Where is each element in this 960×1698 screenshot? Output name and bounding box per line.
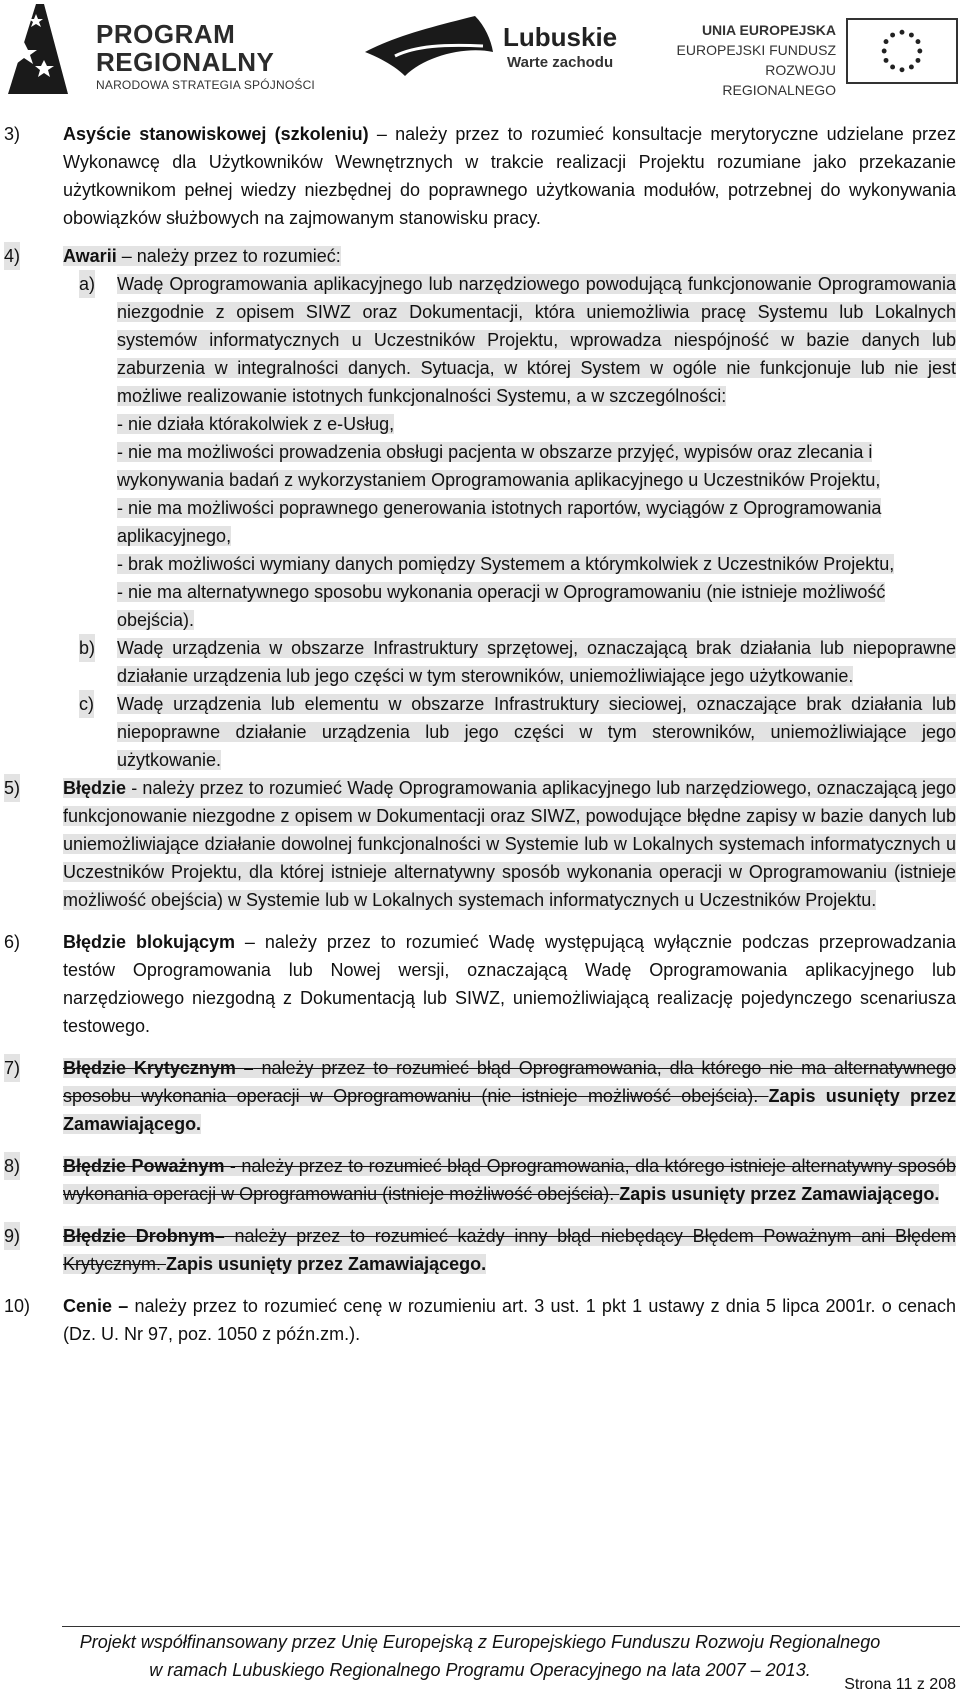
definition-9 <box>0 1222 960 1278</box>
term: Asyście stanowiskowej (szkoleniu) <box>63 124 369 144</box>
subitem-a <box>63 270 956 634</box>
term: Błędzie blokującym <box>63 932 235 952</box>
term: Awarii <box>63 246 117 266</box>
footer-divider <box>62 1626 960 1627</box>
item-number: 6) <box>4 932 21 952</box>
item-number: 3) <box>4 124 21 144</box>
eu-line3: ROZWOJU REGIONALNEGO <box>722 62 836 98</box>
eu-flag-icon <box>846 18 958 84</box>
definition-text: - należy przez to rozumieć błąd Oprogramowania, dla którego istnieje alternatywny sposób wykonania operacji w Oprogramowaniu (istnieje możliwość obejścia). <box>63 1156 956 1204</box>
definition-text: - należy przez to rozumieć Wadę Oprogramowania aplikacyjnego lub narzędziowego, oznaczającą jego funkcjonowanie niezgodne z opisem w Dokumentacji oraz SIWZ, powodujące błędne zapisy w bazie danych lub uniemożliwiające działanie dowolnej funkcjonalności w Systemie lub w Lokalnych systemach informatycznych u Uczestników Projektu, dla której istnieje alternatywny sposób wykonania operacji w Oprogramowaniu (istnieje możliwość obejścia) w Systemie lub w Lokalnych systemach informatycznych u Uczestników Projektu. <box>63 778 956 910</box>
bullet-3: - nie ma możliwości poprawnego generowania istotnych raportów, wyciągów z Oprogramowania aplikacyjnego, <box>117 498 882 546</box>
definition-3 <box>0 120 960 232</box>
bullet-5: - nie ma alternatywnego sposobu wykonania operacji w Oprogramowaniu (nie istnieje możliwość obejścia). <box>117 582 886 630</box>
logo-lubuskie: Lubuskie <box>503 22 618 52</box>
removal-note: Zapis usunięty przez Zamawiającego. <box>166 1254 487 1274</box>
item-number: 7) <box>4 1054 20 1082</box>
logo-program: PROGRAM <box>96 19 236 49</box>
sub-text: Wadę Oprogramowania aplikacyjnego lub narzędziowego powodującą funkcjonowanie Oprogramowania niezgodnie z opisem SIWZ oraz Dokumentacji, która uniemożliwia pracę Systemu lub Lokalnych systemów informatycznych u Uczestników Projektu, wprowadza niespójność w bazie danych lub zaburzenia w integralności danych. Sytuacja, w której System w ogóle nie funkcjonuje lub nie jest możliwe realizowanie istotnych funkcjonalności Systemu, a w szczególności: <box>117 274 956 406</box>
logo-tagline: NARODOWA STRATEGIA SPÓJNOŚCI <box>96 78 315 92</box>
definition-7 <box>0 1054 960 1138</box>
definition-text: – należy przez to rozumieć konsultacje merytoryczne udzielane przez Wykonawcę dla Użytkowników Wewnętrznych w trakcie realizacji Projektu rozumiane jako przekazanie użytkownikom pełnej wiedzy niezbędnej do poprawnego użytkowania modułów, potrzebnej do wykonywania obowiązków służbowych na zajmowanym stanowisku pracy. <box>63 124 956 228</box>
eu-line1: UNIA EUROPEJSKA <box>701 22 836 38</box>
program-regionalny-logo <box>6 2 316 94</box>
footer <box>0 1628 960 1684</box>
term: Błędzie Poważnym <box>63 1156 225 1176</box>
definition-8 <box>0 1152 960 1208</box>
removal-note: Zapis usunięty przez Zamawiającego. <box>63 1086 957 1134</box>
sub-text: Wadę urządzenia lub elementu w obszarze Infrastruktury sieciowej, oznaczające brak działania lub niepoprawne działanie urządzenia lub jego części w tym sterowników, uniemożliwiające jego użytkowanie. <box>117 694 956 770</box>
item-number: 8) <box>4 1152 20 1180</box>
term: Cenie – <box>63 1296 129 1316</box>
definition-text: należy przez to rozumieć każdy inny błąd niebędący Błędem Poważnym ani Błędem Krytycznym. <box>63 1226 956 1274</box>
stars-logo-icon <box>6 2 68 94</box>
bullet-4: - brak możliwości wymiany danych pomiędzy Systemem a którymkolwiek z Uczestników Projektu, <box>117 554 895 574</box>
subitem-b <box>63 634 956 690</box>
sub-letter: a) <box>79 270 95 298</box>
sub-letter: c) <box>79 690 94 718</box>
footer-line-1: Projekt współfinansowany przez Unię Europejską z Europejskiego Funduszu Rozwoju Regionalnego <box>79 1632 881 1652</box>
definition-text: – należy przez to rozumieć Wadę występującą wyłącznie podczas przeprowadzania testów Oprogramowania lub Nowej wersji, oznaczającą Wadę Oprogramowania aplikacyjnego lub narzędziowego niezgodną z Dokumentacją lub SIWZ, uniemożliwiającą realizację pojedynczego scenariusza testowego. <box>63 932 956 1036</box>
removal-note: Zapis usunięty przez Zamawiającego. <box>619 1184 940 1204</box>
term: Błędzie Drobnym– <box>63 1226 225 1246</box>
subitem-c <box>63 690 956 774</box>
definition-text: – należy przez to rozumieć: <box>116 246 341 266</box>
sub-letter: b) <box>79 634 95 662</box>
page-number: Strona 11 z 208 <box>844 1676 956 1693</box>
header-logos <box>0 0 960 100</box>
footer-line-2: w ramach Lubuskiego Regionalnego Programu Operacyjnego na lata 2007 – 2013. <box>149 1660 811 1680</box>
definition-5 <box>0 774 960 914</box>
definition-text: należy przez to rozumieć cenę w rozumieniu art. 3 ust. 1 pkt 1 ustawy z dnia 5 lipca 2001r. o cenach (Dz. U. Nr 97, poz. 1050 z późn.zm.). <box>63 1296 957 1344</box>
eu-logo <box>668 18 958 98</box>
definition-10 <box>0 1292 960 1348</box>
definition-6 <box>0 928 960 1040</box>
item-number: 4) <box>4 242 20 270</box>
term: Błędzie <box>63 778 127 798</box>
logo-slogan: Warte zachodu <box>507 54 614 71</box>
definition-4 <box>0 242 960 774</box>
term: Błędzie Krytycznym – <box>63 1058 254 1078</box>
bullet-1: - nie działa którakolwiek z e-Usług, <box>117 414 395 434</box>
logo-regionalny: REGIONALNY <box>96 47 275 77</box>
item-number: 5) <box>4 774 20 802</box>
item-number: 9) <box>4 1222 20 1250</box>
definition-text: należy przez to rozumieć błąd Oprogramowania, dla którego nie ma alternatywnego sposobu wykonania operacji w Oprogramowaniu (nie istnieje możliwość obejścia). <box>63 1058 956 1106</box>
eu-line2: EUROPEJSKI FUNDUSZ <box>676 42 836 58</box>
lubuskie-logo <box>365 16 625 86</box>
item-number: 10) <box>4 1296 31 1316</box>
wave-logo-icon <box>365 16 495 86</box>
sub-text: Wadę urządzenia w obszarze Infrastruktury sprzętowej, oznaczającą brak działania lub niepoprawne działanie urządzenia lub jego części w tym sterowników, uniemożliwiające jego użytkowanie. <box>117 638 956 686</box>
bullet-2: - nie ma możliwości prowadzenia obsługi pacjenta w obszarze przyjęć, wypisów oraz zlecania i wykonywania badań z wykorzystaniem Oprogramowania aplikacyjnego u Uczestników Projektu, <box>117 442 881 490</box>
document-body <box>0 120 960 1348</box>
